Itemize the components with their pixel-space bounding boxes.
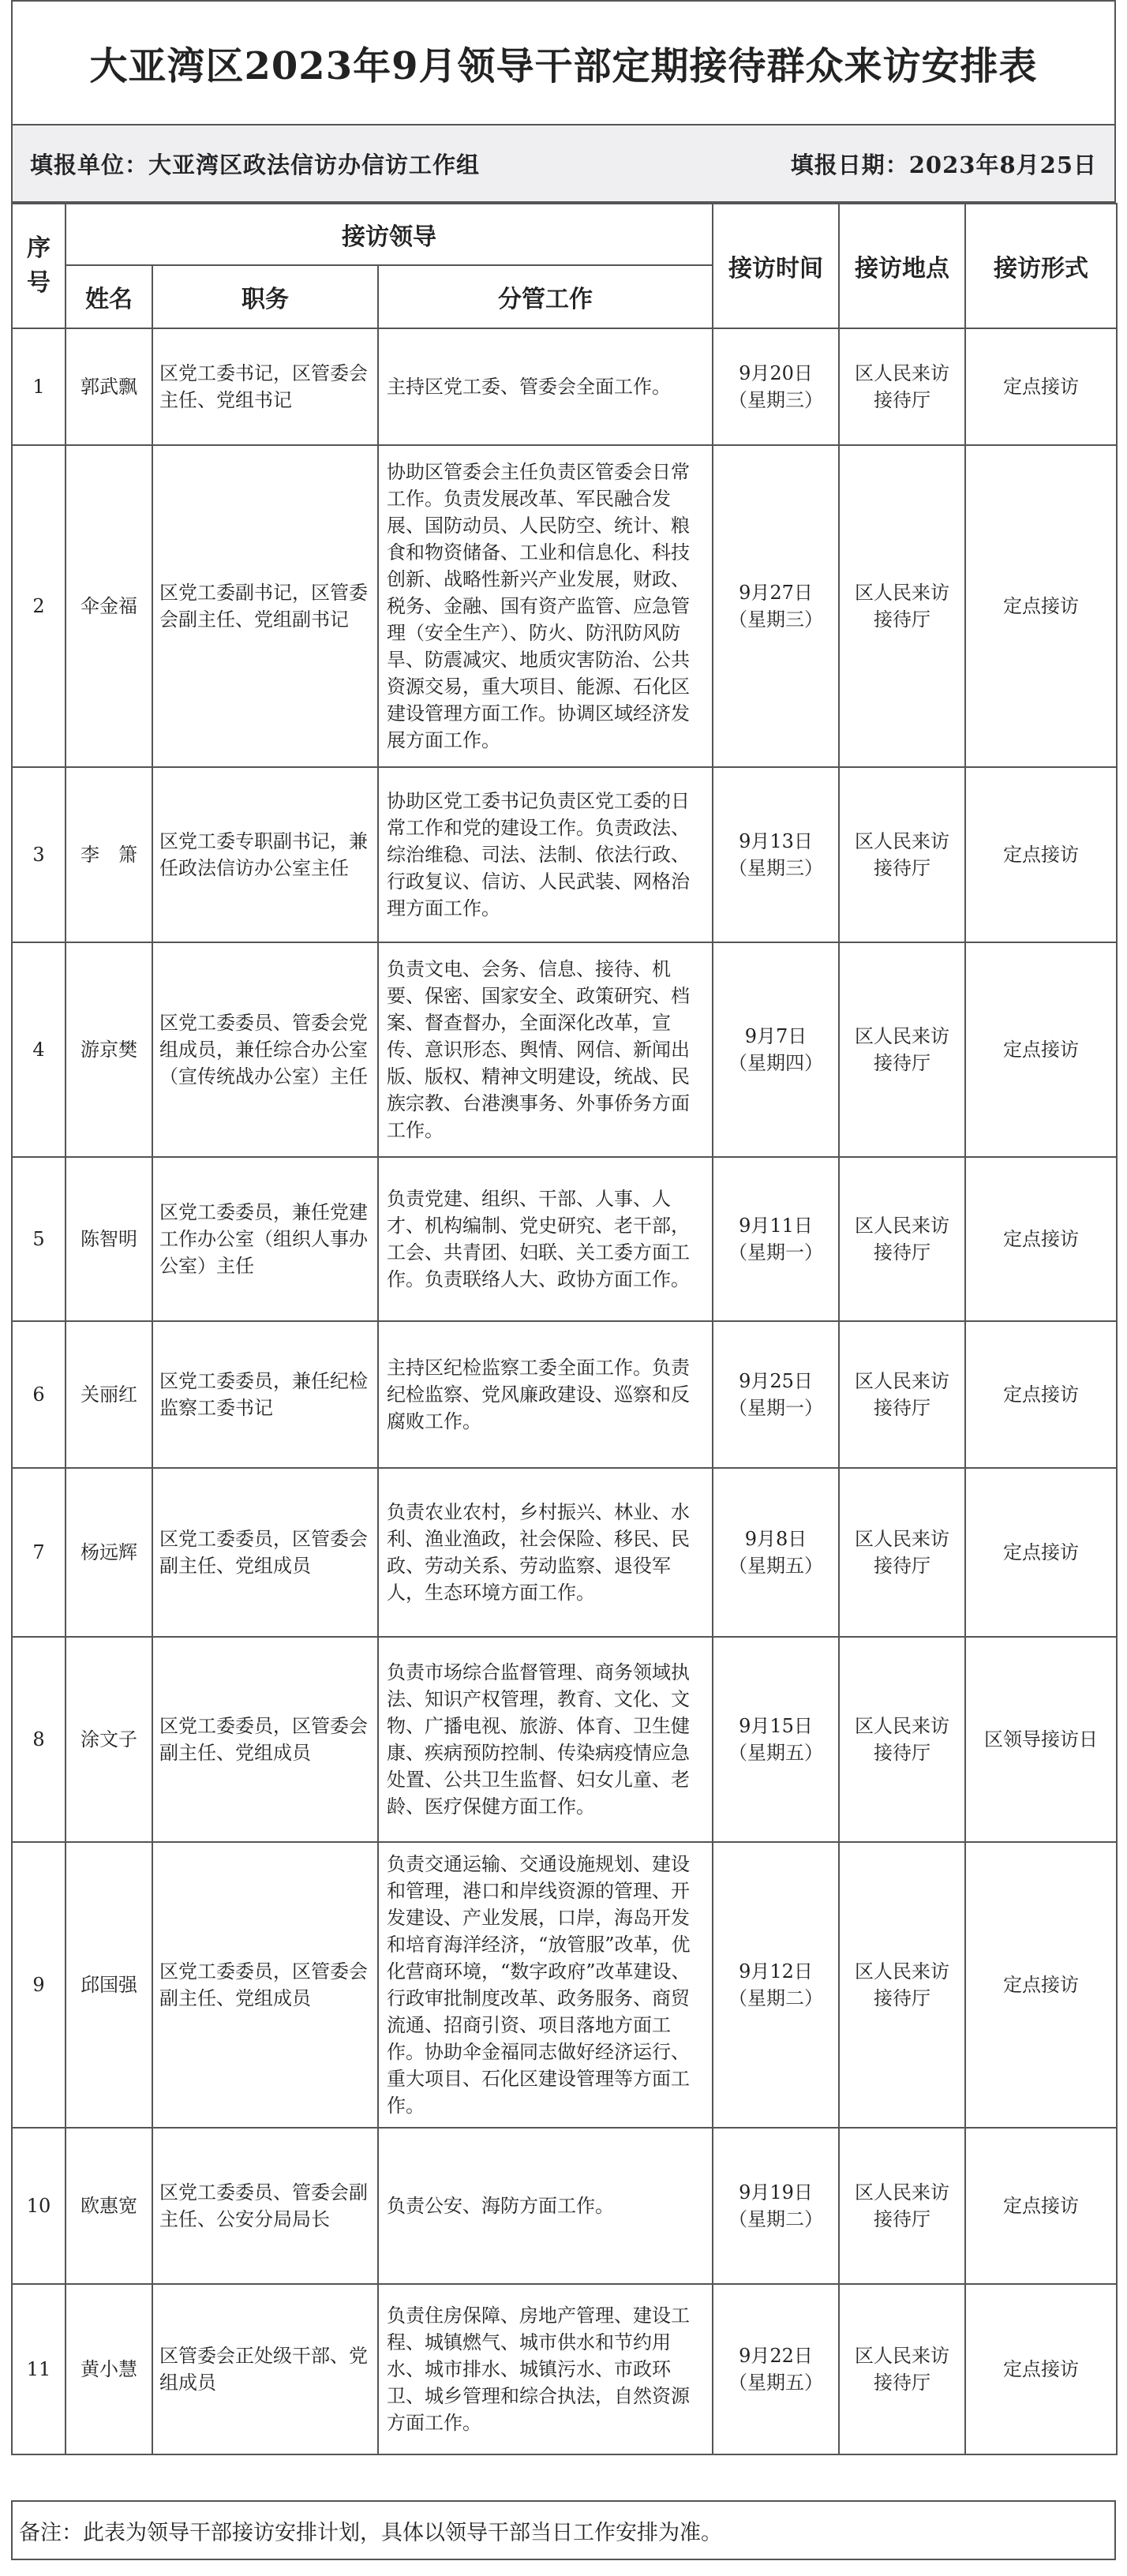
header-row-1 bbox=[12, 204, 1117, 265]
visit-form: 定点接访 bbox=[965, 1157, 1117, 1321]
leader-name: 关丽红 bbox=[66, 1321, 152, 1468]
leader-duty: 负责交通运输、交通设施规划、建设和管理，港口和岸线资源的管理、开发建设、产业发展，口岸，海岛开发和培育海洋经济，“放管服”改革，优化营商环境，“数字政府”改革建设、行政审批制度改革、政务服务、商贸流通、招商引资、项目落地方面工作。协助伞金福同志做好经济运行、重大项目、石化区建设管理等方面工作。 bbox=[378, 1842, 713, 2128]
visit-weekday: （星期一） bbox=[728, 1397, 824, 1419]
visit-form: 定点接访 bbox=[965, 328, 1117, 445]
visit-place: 区人民来访接待厅 bbox=[839, 1637, 965, 1842]
leader-duty: 负责住房保障、房地产管理、建设工程、城镇燃气、城市供水和节约用水、城市排水、城镇污水、市政环卫、城乡管理和综合执法，自然资源方面工作。 bbox=[378, 2284, 713, 2454]
visit-form: 区领导接访日 bbox=[965, 1637, 1117, 1842]
leader-position: 区党工委专职副书记，兼任政法信访办公室主任 bbox=[152, 767, 378, 942]
visit-weekday: （星期三） bbox=[728, 857, 824, 879]
visit-date: 9月20日 bbox=[739, 362, 813, 384]
visit-weekday: （星期三） bbox=[728, 389, 824, 411]
visit-time bbox=[713, 445, 839, 767]
table-row bbox=[12, 1321, 1117, 1468]
leader-duty: 负责党建、组织、干部、人事、人才、机构编制、党史研究、老干部，工会、共青团、妇联、关工委方面工作。负责联络人大、政协方面工作。 bbox=[378, 1157, 713, 1321]
visit-form: 定点接访 bbox=[965, 942, 1117, 1157]
table-row bbox=[12, 2284, 1117, 2454]
page-title: 大亚湾区2023年9月领导干部定期接待群众来访安排表 bbox=[11, 0, 1116, 124]
schedule-sheet bbox=[11, 0, 1116, 2576]
visit-place: 区人民来访接待厅 bbox=[839, 445, 965, 767]
visit-time bbox=[713, 1842, 839, 2128]
leader-duty: 主持区纪检监察工委全面工作。负责纪检监察、党风廉政建设、巡察和反腐败工作。 bbox=[378, 1321, 713, 1468]
visit-weekday: （星期四） bbox=[728, 1052, 824, 1074]
visit-place: 区人民来访接待厅 bbox=[839, 2284, 965, 2454]
leader-duty: 协助区党工委书记负责区党工委的日常工作和党的建设工作。负责政法、综治维稳、司法、法制、依法行政、行政复议、信访、人民武装、网格治理方面工作。 bbox=[378, 767, 713, 942]
header-name: 姓名 bbox=[66, 265, 152, 328]
visit-date: 9月15日 bbox=[739, 1715, 813, 1737]
table-row bbox=[12, 942, 1117, 1157]
leader-position: 区管委会正处级干部、党组成员 bbox=[152, 2284, 378, 2454]
table-row bbox=[12, 1637, 1117, 1842]
leader-duty: 负责文电、会务、信息、接待、机要、保密、国家安全、政策研究、档案、督查督办，全面深化改革，宣传、意识形态、舆情、网信、新闻出版、版权、精神文明建设，统战、民族宗教、台港澳事务、外事侨务方面工作。 bbox=[378, 942, 713, 1157]
info-bar bbox=[11, 124, 1116, 203]
visit-time bbox=[713, 1157, 839, 1321]
visit-weekday: （星期一） bbox=[728, 1241, 824, 1264]
visit-time bbox=[713, 767, 839, 942]
visit-date: 9月8日 bbox=[744, 1528, 807, 1550]
visit-weekday: （星期五） bbox=[728, 1555, 824, 1577]
visit-date: 9月19日 bbox=[739, 2181, 813, 2203]
visit-place: 区人民来访接待厅 bbox=[839, 767, 965, 942]
visit-place: 区人民来访接待厅 bbox=[839, 1468, 965, 1637]
row-index: 10 bbox=[12, 2128, 66, 2284]
visit-time bbox=[713, 2128, 839, 2284]
leader-position: 区党工委委员、管委会党组成员，兼任综合办公室（宣传统战办公室）主任 bbox=[152, 942, 378, 1157]
table-row bbox=[12, 767, 1117, 942]
visit-time bbox=[713, 1468, 839, 1637]
header-leader-group: 接访领导 bbox=[66, 204, 713, 265]
leader-duty: 负责农业农村，乡村振兴、林业、水利、渔业渔政，社会保险、移民、民政、劳动关系、劳动监察、退役军人，生态环境方面工作。 bbox=[378, 1468, 713, 1637]
visit-weekday: （星期五） bbox=[728, 2372, 824, 2394]
leader-name: 杨远辉 bbox=[66, 1468, 152, 1637]
visit-weekday: （星期二） bbox=[728, 1987, 824, 2009]
visit-time bbox=[713, 2284, 839, 2454]
leader-position: 区党工委委员，兼任纪检监察工委书记 bbox=[152, 1321, 378, 1468]
row-index: 1 bbox=[12, 328, 66, 445]
leader-name: 邱国强 bbox=[66, 1842, 152, 2128]
visit-place: 区人民来访接待厅 bbox=[839, 1157, 965, 1321]
footnote: 备注：此表为领导干部接访安排计划，具体以领导干部当日工作安排为准。 bbox=[11, 2500, 1116, 2560]
row-index: 8 bbox=[12, 1637, 66, 1842]
visit-weekday: （星期三） bbox=[728, 608, 824, 631]
row-index: 6 bbox=[12, 1321, 66, 1468]
visit-form: 定点接访 bbox=[965, 2128, 1117, 2284]
schedule-table bbox=[11, 203, 1118, 2455]
visit-date: 9月13日 bbox=[739, 830, 813, 852]
visit-time bbox=[713, 942, 839, 1157]
visit-form: 定点接访 bbox=[965, 1468, 1117, 1637]
header-form: 接访形式 bbox=[965, 204, 1117, 328]
header-position: 职务 bbox=[152, 265, 378, 328]
header-duty: 分管工作 bbox=[378, 265, 713, 328]
table-row bbox=[12, 328, 1117, 445]
leader-duty: 负责公安、海防方面工作。 bbox=[378, 2128, 713, 2284]
visit-date: 9月7日 bbox=[744, 1025, 807, 1047]
visit-time bbox=[713, 1321, 839, 1468]
table-body bbox=[12, 328, 1117, 2454]
row-index: 3 bbox=[12, 767, 66, 942]
leader-position: 区党工委委员，区管委会副主任、党组成员 bbox=[152, 1468, 378, 1637]
header-time: 接访时间 bbox=[713, 204, 839, 328]
header-index bbox=[12, 204, 66, 328]
visit-form: 定点接访 bbox=[965, 2284, 1117, 2454]
visit-date: 9月22日 bbox=[739, 2345, 813, 2367]
table-row bbox=[12, 2128, 1117, 2284]
table-row bbox=[12, 1842, 1117, 2128]
leader-name: 涂文子 bbox=[66, 1637, 152, 1842]
row-index: 9 bbox=[12, 1842, 66, 2128]
visit-form: 定点接访 bbox=[965, 1321, 1117, 1468]
leader-position: 区党工委书记，区管委会主任、党组书记 bbox=[152, 328, 378, 445]
visit-date: 9月11日 bbox=[739, 1215, 813, 1237]
visit-place: 区人民来访接待厅 bbox=[839, 2128, 965, 2284]
visit-form: 定点接访 bbox=[965, 445, 1117, 767]
visit-date: 9月25日 bbox=[739, 1370, 813, 1392]
leader-name: 伞金福 bbox=[66, 445, 152, 767]
visit-weekday: （星期二） bbox=[728, 2208, 824, 2230]
leader-position: 区党工委委员、管委会副主任、公安分局局长 bbox=[152, 2128, 378, 2284]
row-index: 11 bbox=[12, 2284, 66, 2454]
leader-position: 区党工委委员，区管委会副主任、党组成员 bbox=[152, 1637, 378, 1842]
reporting-date: 填报日期：2023年8月25日 bbox=[790, 151, 1097, 178]
leader-duty: 负责市场综合监督管理、商务领域执法、知识产权管理，教育、文化、文物、广播电视、旅游、体育、卫生健康、疾病预防控制、传染病疫情应急处置、公共卫生监督、妇女儿童、老龄、医疗保健方面工作。 bbox=[378, 1637, 713, 1842]
leader-name: 郭武飘 bbox=[66, 328, 152, 445]
leader-name: 欧惠宽 bbox=[66, 2128, 152, 2284]
visit-time bbox=[713, 328, 839, 445]
leader-position: 区党工委副书记，区管委会副主任、党组副书记 bbox=[152, 445, 378, 767]
table-row bbox=[12, 445, 1117, 767]
visit-date: 9月27日 bbox=[739, 582, 813, 604]
table-row bbox=[12, 1157, 1117, 1321]
visit-weekday: （星期五） bbox=[728, 1742, 824, 1764]
visit-place: 区人民来访接待厅 bbox=[839, 1321, 965, 1468]
header-place: 接访地点 bbox=[839, 204, 965, 328]
leader-duty: 协助区管委会主任负责区管委会日常工作。负责发展改革、军民融合发展、国防动员、人民防空、统计、粮食和物资储备、工业和信息化、科技创新、战略性新兴产业发展，财政、税务、金融、国有资产监管、应急管理（安全生产）、防火、防汛防风防旱、防震减灾、地质灾害防治、公共资源交易，重大项目、能源、石化区建设管理方面工作。协调区域经济发展方面工作。 bbox=[378, 445, 713, 767]
leader-position: 区党工委委员，兼任党建工作办公室（组织人事办公室）主任 bbox=[152, 1157, 378, 1321]
header-index-label: 序号 bbox=[27, 234, 51, 297]
table-row bbox=[12, 1468, 1117, 1637]
visit-form: 定点接访 bbox=[965, 1842, 1117, 2128]
visit-place: 区人民来访接待厅 bbox=[839, 942, 965, 1157]
leader-name: 黄小慧 bbox=[66, 2284, 152, 2454]
leader-position: 区党工委委员，区管委会副主任、党组成员 bbox=[152, 1842, 378, 2128]
reporting-unit: 填报单位：大亚湾区政法信访办信访工作组 bbox=[30, 151, 481, 178]
visit-time bbox=[713, 1637, 839, 1842]
visit-place: 区人民来访接待厅 bbox=[839, 1842, 965, 2128]
leader-name: 陈智明 bbox=[66, 1157, 152, 1321]
row-index: 4 bbox=[12, 942, 66, 1157]
leader-duty: 主持区党工委、管委会全面工作。 bbox=[378, 328, 713, 445]
visit-place: 区人民来访接待厅 bbox=[839, 328, 965, 445]
visit-form: 定点接访 bbox=[965, 767, 1117, 942]
leader-name: 李 箫 bbox=[66, 767, 152, 942]
visit-date: 9月12日 bbox=[739, 1960, 813, 1983]
row-index: 5 bbox=[12, 1157, 66, 1321]
row-index: 2 bbox=[12, 445, 66, 767]
leader-name: 游京樊 bbox=[66, 942, 152, 1157]
row-index: 7 bbox=[12, 1468, 66, 1637]
